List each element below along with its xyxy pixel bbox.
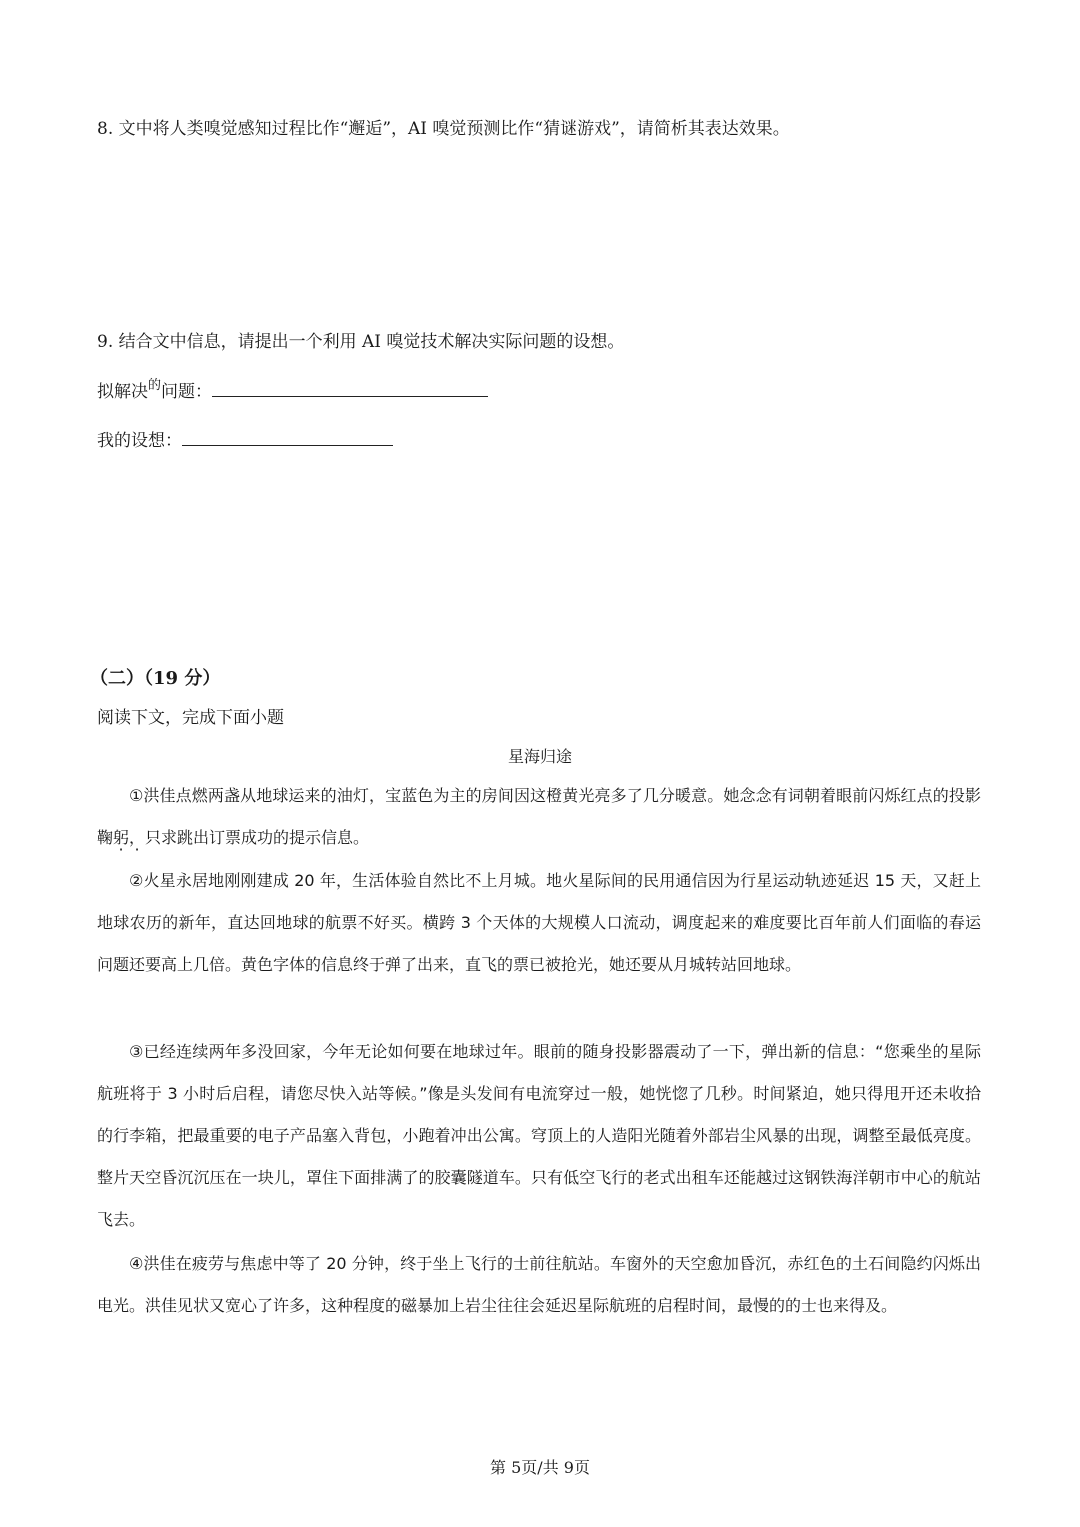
story-paragraph-2: ②火星永居地刚刚建成 20 年，生活体验自然比不上月城。地火星际间的民用通信因为行星运动轨迹延迟 15 天，又赶上地球农历的新年，直达回地球的航票不好买。横跨 3 个天体的大规模人口流动，调度起来的难度要比百年前人们面临的春运问题还要高上几倍。黄色字体的信息终于弹了出来，直飞的票已被抢光，她还要从月城转站回地球。 xyxy=(97,871,981,974)
p1-text-before: ①洪佳点燃两盏从地球运来的油灯，宝蓝色为主的房间因这橙黄光亮多了几分暖意。她念念有词朝着眼前闪烁红点的投影 xyxy=(129,786,981,805)
story-title: 星海归途 xyxy=(507,747,572,766)
story-paragraph-1 xyxy=(97,775,981,859)
q9-idea-answer-blank[interactable] xyxy=(182,427,393,446)
question-9: 9. 结合文中信息，请提出一个利用 AI 嗅觉技术解决实际问题的设想。 xyxy=(97,332,625,352)
q9-idea-label: 我的设想： xyxy=(97,431,182,451)
q9-idea-row xyxy=(97,426,393,451)
q9-problem-suffix: 问题： xyxy=(161,382,213,402)
section-title: （二）（19 分） xyxy=(90,668,221,689)
q9-problem-sup: 的 xyxy=(148,378,162,393)
q9-problem-prefix: 拟解决 xyxy=(97,382,148,402)
story-paragraph-4: ④洪佳在疲劳与焦虑中等了 20 分钟，终于坐上飞行的士前往航站。车窗外的天空愈加昏沉，赤红色的土石间隐约闪烁出电光。洪佳见状又宽心了许多，这种程度的磁暴加上岩尘往往会延迟星际航班的启程时间，最慢的的士也来得及。 xyxy=(97,1254,981,1315)
section-instruction: 阅读下文，完成下面小题 xyxy=(97,708,284,728)
p1-emphasis-char-2: 躬 xyxy=(113,828,130,847)
p1-emphasis-char-1: 鞠 xyxy=(97,828,114,847)
page-number: 第 5页/共 9页 xyxy=(490,1458,590,1477)
question-8: 8. 文中将人类嗅觉感知过程比作“邂逅”，AI 嗅觉预测比作“猜谜游戏”，请简析其表达效果。 xyxy=(97,119,790,139)
q9-problem-answer-blank[interactable] xyxy=(212,378,488,397)
story-paragraph-3: ③已经连续两年多没回家，今年无论如何要在地球过年。眼前的随身投影器震动了一下，弹出新的信息：“您乘坐的星际航班将于 3 小时后启程，请您尽快入站等候。”像是头发间有电流穿过一般，她恍惚了几秒。时间紧迫，她只得甩开还未收拾的行李箱，把最重要的电子产品塞入背包，小跑着冲出公寓。穹顶上的人造阳光随着外部岩尘风暴的出现，调整至最低亮度。整片天空昏沉沉压在一块儿，罩住下面排满了的胶囊隧道车。只有低空飞行的老式出租车还能越过这钢铁海洋朝市中心的航站飞去。 xyxy=(97,1042,981,1229)
p1-text-after: ，只求跳出订票成功的提示信息。 xyxy=(129,828,370,847)
q9-problem-row xyxy=(97,377,488,402)
